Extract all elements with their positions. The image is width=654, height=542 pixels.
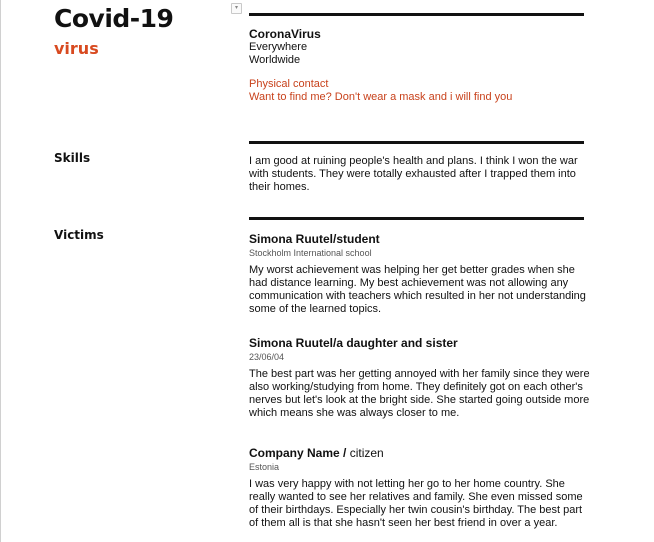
- skills-text: I am good at ruining people's health and plans. I think I won the war with students. They were totally exhausted after I trapped them into their homes.: [249, 155, 578, 193]
- contact-block: [249, 27, 594, 104]
- page-edge: [0, 0, 1, 542]
- contact-link-physical[interactable]: Physical contact: [249, 78, 329, 90]
- victim-entry: [249, 232, 594, 316]
- victim-entry-title: [249, 446, 594, 460]
- contact-line-1: Everywhere: [249, 41, 308, 53]
- section-label-victims: Victims: [54, 228, 104, 242]
- section-divider-skills: [249, 141, 584, 144]
- victim-entry: [249, 446, 594, 530]
- section-divider-victims: [249, 217, 584, 220]
- victim-entry-title-text: Simona Ruutel/student: [249, 232, 380, 246]
- section-label-skills: Skills: [54, 151, 91, 165]
- victim-entry-title-text: Company Name /: [249, 446, 350, 460]
- victim-entry-meta: Stockholm International school: [249, 248, 372, 258]
- resume-subtitle: virus: [54, 39, 99, 58]
- victim-entry-body: I was very happy with not letting her go to her home country. She really wanted to see her relatives and family. She even missed some of their birthdays. Especially her twin cousin's birthday. The best part of them all is that she hasn't seen her best friend in over a year.: [249, 478, 583, 529]
- victim-entry: [249, 336, 594, 420]
- victim-entry-title-text: Simona Ruutel/a daughter and sister: [249, 336, 458, 350]
- victim-entry-body: My worst achievement was helping her get better grades when she had distance learning. My best achievement was not allowing any communication with teachers which resulted in her not understanding some of the learned topics.: [249, 264, 586, 315]
- section-divider-contact: [249, 13, 584, 16]
- contact-line-2: Worldwide: [249, 54, 301, 66]
- contact-link-find-me[interactable]: Want to find me? Don't wear a mask and i will find you: [249, 91, 513, 103]
- dropdown-arrow-icon[interactable]: ▾: [231, 3, 242, 14]
- victim-entry-meta: Estonia: [249, 462, 280, 472]
- contact-title: CoronaVirus: [249, 27, 321, 41]
- victim-entry-body: The best part was her getting annoyed with her family since they were also working/studying from home. They definitely got on each other's nerves but let's look at the bright side. She started going outside more which means she was always closer to me.: [249, 368, 590, 419]
- victim-entry-meta: 23/06/04: [249, 352, 285, 362]
- resume-name: Covid-19: [54, 4, 174, 33]
- victim-entry-role: citizen: [349, 446, 384, 460]
- victim-entry-title: [249, 336, 594, 350]
- victim-entry-title: [249, 232, 594, 246]
